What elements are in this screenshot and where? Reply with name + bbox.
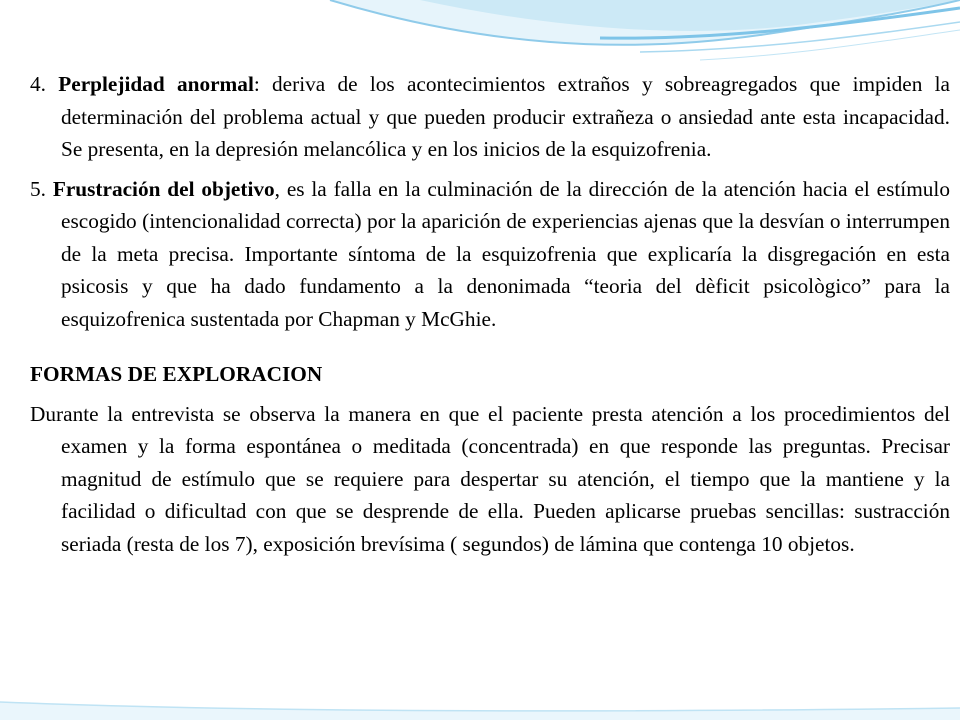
list-item-frustracion	[30, 173, 950, 336]
bottom-wave-decoration	[0, 680, 960, 720]
list-item-perplejidad	[30, 68, 950, 166]
item-text: , es la falla en la culminación de la dirección de la atención hacia el estímulo escogido (intencionalidad correcta) por la aparición de experiencias ajenas que la desvían o interrumpen de la meta precisa. Importante síntoma de la esquizofrenia que explicaría la disgregación en esta psicosis y que ha dado fundamento a la denonimada “teoria del dèficit psicològico” para la esquizofrenica sustentada por Chapman y McGhie.	[61, 176, 950, 331]
item-term: Perplejidad anormal	[58, 72, 254, 96]
section-heading: FORMAS DE EXPLORACION	[30, 362, 323, 386]
item-number: 5.	[30, 176, 46, 201]
item-term: Frustración del objetivo	[52, 176, 275, 201]
section-body: Durante la entrevista se observa la manera en que el paciente presta atención a los procedimientos del examen y la forma espontánea o meditada (concentrada) en que responde las preguntas. Precisar magnitud de estímulo que se requiere para despertar su atención, el tiempo que la mantiene y la facilidad o dificultad con que se desprende de ella. Pueden aplicarse pruebas sencillas: sustracción seriada (resta de los 7), exposición brevísima ( segundos) de lámina que contenga 10 objetos.	[30, 401, 950, 556]
item-number: 4.	[30, 72, 46, 96]
slide-content	[30, 68, 950, 560]
item-text: : deriva de los acontecimientos extraños y sobreagregados que impiden la determinación del problema actual y que pueden producir extrañeza o ansiedad ante esta incapacidad. Se presenta, en la depresión melancólica y en los inicios de la esquizofrenia.	[61, 72, 950, 161]
